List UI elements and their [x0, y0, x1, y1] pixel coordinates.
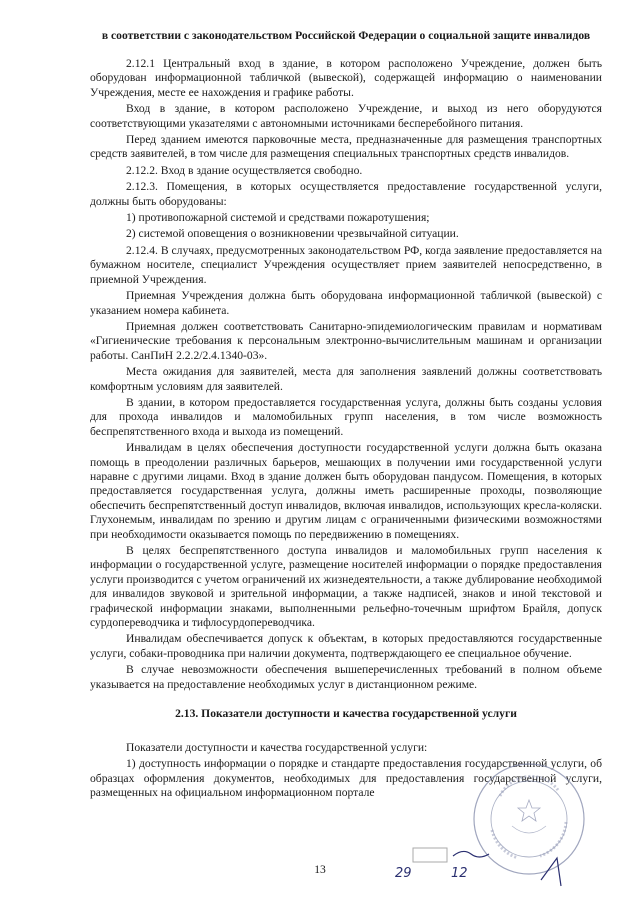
- paragraph: 2.12.2. Вход в здание осуществляется свободно.: [126, 163, 363, 177]
- handwritten-mark: 12: [451, 866, 468, 881]
- paragraph: Перед зданием имеются парковочные места, предназначенные для размещения транспортных средств заявителей, в том числе для размещения специальных транспортных средств инвалидов.: [90, 133, 602, 161]
- page-number: 13: [314, 863, 326, 876]
- section-title: 2.13. Показатели доступности и качества государственной услуги: [175, 707, 517, 721]
- paragraph: Приемная должен соответствовать Санитарно-эпидемиологическим правилам и нормативам «Гигиенические требования к персональным электронно-вычислительным машинам и организации работы. СанПиН 2.2.2/2.4.1340-03».: [90, 319, 602, 362]
- paragraph: Инвалидам обеспечивается допуск к объектам, в которых предоставляются государственные услуги, собаки-проводника при наличии документа, подтверждающего ее специальное обучение.: [90, 632, 602, 660]
- paragraph: Инвалидам в целях обеспечения доступности государственной услуги должна быть оказана помощь в преодолении различных барьеров, мешающих в получении ими государственной услуги наравне с другими лицами. Вход в здание должен быть оборудован пандусом. Помещения, в которых предоставляется государственная услуга, должны иметь расширенные проходы, позволяющие обеспечить беспрепятственный доступ инвалидов, включая инвалидов, использующих кресла-коляски. Глухонемым, инвалидам по зрению и другим лицам с ограниченными физическими возможностями при необходимости оказывается помощь по передвижению в помещениях.: [90, 441, 602, 541]
- list-item: 2) системой оповещения о возникновении чрезвычайной ситуации.: [126, 227, 459, 241]
- paragraph: Показатели доступности и качества государственной услуги:: [126, 741, 428, 755]
- paragraph: В здании, в котором предоставляется государственная услуга, должны быть созданы условия для прохода инвалидов и маломобильных групп населения, в том числе возможность беспрепятственного входа и выхода из помещений.: [90, 395, 602, 438]
- handwritten-date: 29: [395, 866, 412, 881]
- paragraph: В целях беспрепятственного доступа инвалидов и маломобильных групп населения к информации о государственной услуге, размещение носителей информации о порядке предоставления услуги производится с учетом ограничений их жизнедеятельности, а также дублирование необходимой для инвалидов звуковой и зрительной информации, а также надписей, знаков и иной текстовой и графической информации знаками, выполненными рельефно-точечным шрифтом Брайля, допуск сурдопереводчика и тифлосурдопереводчика.: [90, 544, 602, 630]
- signature-scribble: [393, 846, 593, 896]
- paragraph: 2.12.3. Помещения, в которых осуществляется предоставление государственной услуги, должны быть оборудованы:: [90, 180, 602, 208]
- document-page: [90, 28, 602, 801]
- paragraph: Места ожидания для заявителей, места для заполнения заявлений должны соответствовать комфортным условиям для заявителей.: [90, 365, 602, 393]
- handwritten-annotation: [393, 846, 593, 896]
- paragraph: Приемная Учреждения должна быть оборудована информационной табличкой (вывеской) с указанием номера кабинета.: [90, 289, 602, 317]
- list-item: 1) доступность информации о порядке и стандарте предоставления государственной услуги, об образцах оформления документов, необходимых для предоставления государственной услуги, размещенных на официальном информационном портале: [90, 757, 602, 800]
- paragraph: Вход в здание, в котором расположено Учреждение, и выход из него оборудуются соответствующими указателями с автономными источниками бесперебойного питания.: [90, 102, 602, 130]
- paragraph: В случае невозможности обеспечения вышеперечисленных требований в полном объеме указывается на предоставление необходимых услуг в дистанционном режиме.: [90, 663, 602, 691]
- paragraph: 2.12.1 Центральный вход в здание, в котором расположено Учреждение, должен быть оборудован информационной табличкой (вывеской), содержащей информацию о наименовании Учреждения, месте ее нахождения и графике работы.: [90, 57, 602, 99]
- page-heading: в соответствии с законодательством Российской Федерации о социальной защите инвалидов: [101, 29, 591, 42]
- paragraph: 2.12.4. В случаях, предусмотренных законодательством РФ, когда заявление предоставляется на бумажном носителе, специалист Учреждения осуществляет прием заявителей непосредственно, в приемной Учреждения.: [90, 243, 602, 286]
- list-item: 1) противопожарной системой и средствами пожаротушения;: [126, 211, 430, 225]
